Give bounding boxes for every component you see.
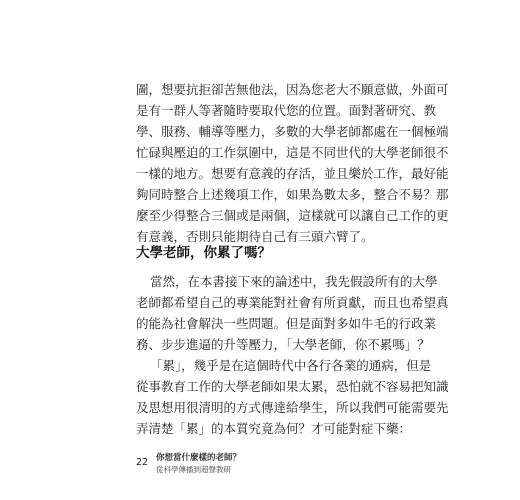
paragraph-line: 是有一群人等著隨時要取代您的位置。面對著研究、教: [136, 103, 437, 118]
paragraph-line: 有意義，否則只能期待自己有三頭六臂了。: [136, 229, 374, 244]
paragraph-line: 學、服務、輔導等壓力，多數的大學老師都處在一個極端: [136, 124, 449, 139]
paragraph-line: 老師都希望自己的專業能對社會有所貢獻，而且也希望真: [136, 295, 449, 310]
paragraph-line: 弄清楚「累」的本質究竟為何？才可能對症下藥：: [136, 421, 412, 436]
paragraph-line: 「累」，幾乎是在這個時代中各行各業的通病，但是: [150, 358, 432, 373]
paragraph-line: 圖，想要抗拒卻苦無他法，因為您老大不願意做，外面可: [136, 82, 449, 97]
paragraph-line: 忙碌與壓迫的工作氛圍中，這是不同世代的大學老師很不: [136, 145, 449, 160]
paragraph-line: 務、步步進逼的升等壓力，「大學老師，你不累嗎」？: [136, 337, 430, 352]
paragraph-line: 一樣的地方。想要有意義的存活，並且樂於工作，最好能: [136, 166, 449, 181]
paragraph-line: 麼至少得整合三個或是兩個，這樣就可以讓自己工作的更: [136, 208, 449, 223]
running-footer: [156, 453, 241, 475]
book-subtitle: 從科學傳播到超聲教研: [156, 465, 231, 474]
page-number: 22: [136, 457, 149, 468]
paragraph-line: 的能為社會解決一些問題。但是面對多如牛毛的行政業: [136, 316, 437, 331]
paragraph-line: 從事教育工作的大學老師如果太累，恐怕就不容易把知識: [136, 379, 449, 394]
paragraph-line: 夠同時整合上述幾項工作，如果為數太多，整合不易？那: [136, 187, 449, 202]
paragraph-line: 當然，在本書接下來的論述中，我先假設所有的大學: [150, 274, 438, 289]
book-title: 你想當什麼樣的老師？: [156, 453, 242, 463]
section-heading: 大學老師，你累了嗎？: [136, 245, 271, 261]
paragraph-line: 及思想用很清明的方式傳達給學生，所以我們可能需要先: [136, 400, 449, 415]
